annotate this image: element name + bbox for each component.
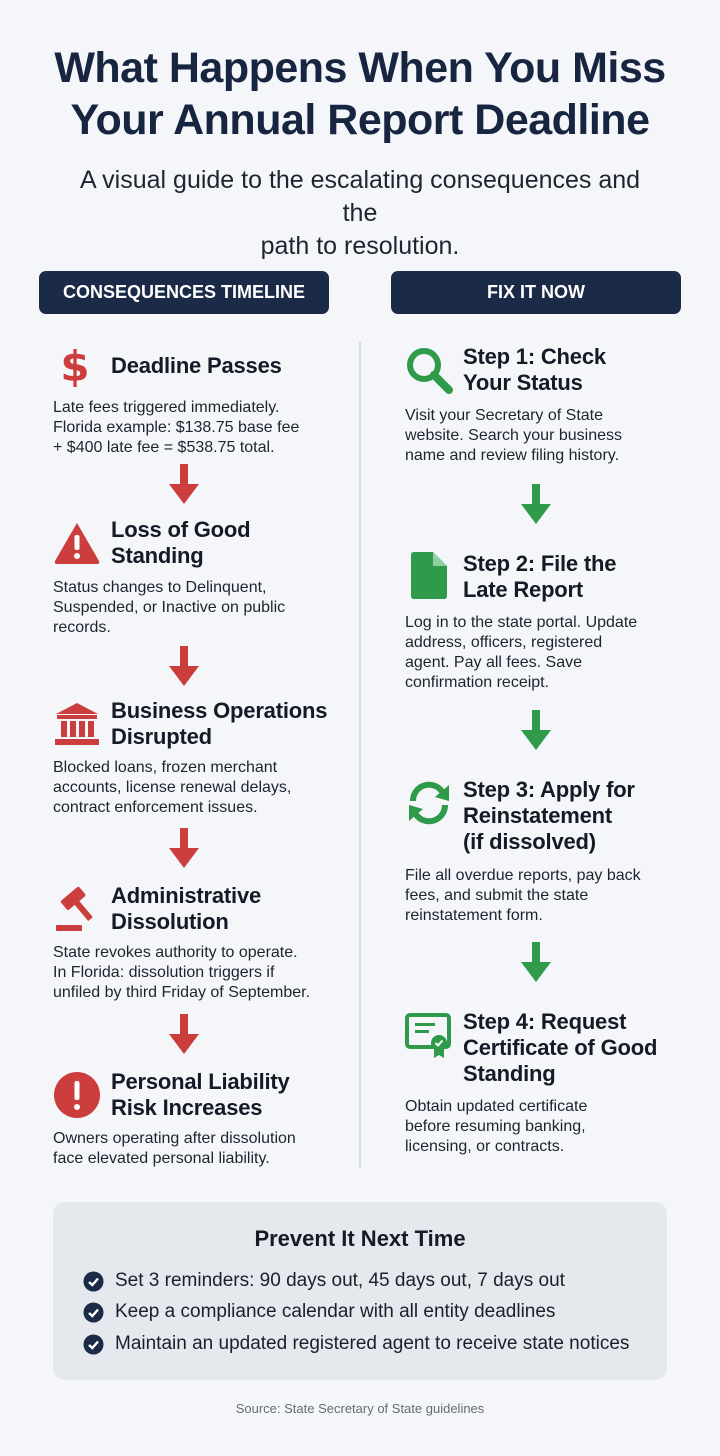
- arrow-down-icon: [167, 464, 201, 506]
- consequence-desc-line: Suspended, or Inactive on public: [53, 599, 286, 616]
- fix-step-desc-line: File all overdue reports, pay back: [405, 867, 641, 884]
- fix-step-2: [405, 551, 705, 701]
- consequences-header: CONSEQUENCES TIMELINE: [39, 271, 329, 314]
- fix-step-title: Reinstatement: [463, 803, 612, 828]
- fix-step-desc-line: Log in to the state portal. Update: [405, 614, 638, 631]
- fix-step-title: Step 2: File the: [463, 551, 617, 576]
- arrow-down-icon: [167, 1014, 201, 1056]
- page-title-line-1: What Happens When You Miss: [54, 44, 666, 92]
- check-circle-icon: [83, 1334, 104, 1355]
- svg-text:$: $: [60, 342, 90, 390]
- consequence-title: Administrative: [111, 883, 262, 908]
- check-circle-icon: [83, 1302, 104, 1323]
- prevent-item-text: Maintain an updated registered agent to receive state notices: [115, 1333, 630, 1354]
- consequence-administrative-dissolution: [53, 883, 353, 1008]
- gavel-icon: [53, 885, 101, 933]
- fix-step-title: Step 1: Check: [463, 344, 606, 369]
- document-icon: [405, 551, 453, 599]
- fix-step-desc-line: before resuming banking,: [405, 1118, 586, 1135]
- prevent-title: Prevent It Next Time: [254, 1226, 466, 1251]
- consequence-loss-of-good-standing: [53, 517, 353, 642]
- arrow-down-icon: [167, 646, 201, 688]
- fix-step-title: (if dissolved): [463, 829, 596, 854]
- consequence-desc-line: accounts, license renewal delays,: [53, 779, 292, 796]
- consequence-desc-line: unfiled by third Friday of September.: [53, 984, 311, 1001]
- consequence-title: Dissolution: [111, 909, 229, 934]
- consequence-desc-line: records.: [53, 619, 111, 636]
- fix-step-4: [405, 1009, 705, 1164]
- prevent-panel: [53, 1202, 667, 1380]
- consequence-title: Personal Liability: [111, 1069, 290, 1094]
- consequence-desc-line: + $400 late fee = $538.75 total.: [53, 439, 275, 456]
- consequence-desc-line: contract enforcement issues.: [53, 799, 258, 816]
- consequence-title: Standing: [111, 543, 204, 568]
- prevent-item-text: Set 3 reminders: 90 days out, 45 days out, 7 days out: [115, 1270, 565, 1291]
- consequence-desc-line: Late fees triggered immediately.: [53, 399, 280, 416]
- fix-step-title: Standing: [463, 1061, 556, 1086]
- arrow-down-icon: [519, 710, 553, 752]
- consequence-desc-line: In Florida: dissolution triggers if: [53, 964, 275, 981]
- fix-step-desc-line: licensing, or contracts.: [405, 1138, 565, 1155]
- fix-step-title: Your Status: [463, 370, 583, 395]
- arrow-down-icon: [167, 828, 201, 870]
- fix-it-now-header: FIX IT NOW: [391, 271, 681, 314]
- fix-step-title: Late Report: [463, 577, 584, 602]
- source-note: Source: State Secretary of State guidelines: [235, 1401, 485, 1416]
- consequence-desc-line: State revokes authority to operate.: [53, 944, 298, 961]
- consequence-desc-line: Florida example: $138.75 base fee: [53, 419, 300, 436]
- prevent-item-text: Keep a compliance calendar with all entity deadlines: [115, 1301, 556, 1322]
- fix-step-desc-line: Obtain updated certificate: [405, 1098, 588, 1115]
- warning-icon: [53, 519, 101, 567]
- consequence-personal-liability: [53, 1069, 353, 1174]
- fix-step-desc-line: name and review filing history.: [405, 447, 620, 464]
- page-title-line-2: Your Annual Report Deadline: [70, 96, 650, 144]
- fix-step-desc-line: agent. Pay all fees. Save: [405, 654, 582, 671]
- fix-step-title: Step 3: Apply for: [463, 777, 635, 802]
- fix-step-desc-line: reinstatement form.: [405, 907, 543, 924]
- consequence-title: Disrupted: [111, 724, 212, 749]
- fix-step-1: [405, 344, 705, 469]
- consequence-desc-line: Owners operating after dissolution: [53, 1130, 296, 1147]
- consequence-desc-line: face elevated personal liability.: [53, 1150, 270, 1167]
- page-subtitle: [60, 164, 660, 263]
- refresh-icon: [405, 779, 453, 827]
- dollar-icon: [53, 342, 101, 390]
- check-circle-icon: [83, 1271, 104, 1292]
- fix-step-desc-line: fees, and submit the state: [405, 887, 589, 904]
- fix-step-desc-line: Visit your Secretary of State: [405, 407, 604, 424]
- consequence-title: Risk Increases: [111, 1095, 263, 1120]
- consequence-deadline-passes: [53, 342, 353, 462]
- consequence-title: Business Operations: [111, 698, 328, 723]
- consequence-desc-line: Status changes to Delinquent,: [53, 579, 267, 596]
- page-subtitle-line-2: path to resolution.: [260, 232, 460, 260]
- fix-step-title: Step 4: Request: [463, 1009, 627, 1034]
- search-icon: [405, 346, 453, 394]
- fix-step-title: Certificate of Good: [463, 1035, 658, 1060]
- arrow-down-icon: [519, 484, 553, 526]
- consequence-business-operations-disrupted: [53, 698, 353, 823]
- fix-step-desc-line: confirmation receipt.: [405, 674, 550, 691]
- bank-icon: [53, 700, 101, 748]
- fix-step-desc-line: website. Search your business: [405, 427, 622, 444]
- alert-icon: [53, 1071, 101, 1119]
- fix-step-desc-line: address, officers, registered: [405, 634, 603, 651]
- certificate-icon: [405, 1011, 453, 1059]
- fix-step-3: [405, 777, 705, 927]
- consequence-desc-line: Blocked loans, frozen merchant: [53, 759, 278, 776]
- column-divider: [359, 342, 361, 1168]
- arrow-down-icon: [519, 942, 553, 984]
- consequence-title: Deadline Passes: [111, 353, 282, 378]
- page-title: [0, 42, 720, 146]
- page-subtitle-line-1: A visual guide to the escalating consequences and the: [79, 166, 641, 227]
- consequence-title: Loss of Good: [111, 517, 251, 542]
